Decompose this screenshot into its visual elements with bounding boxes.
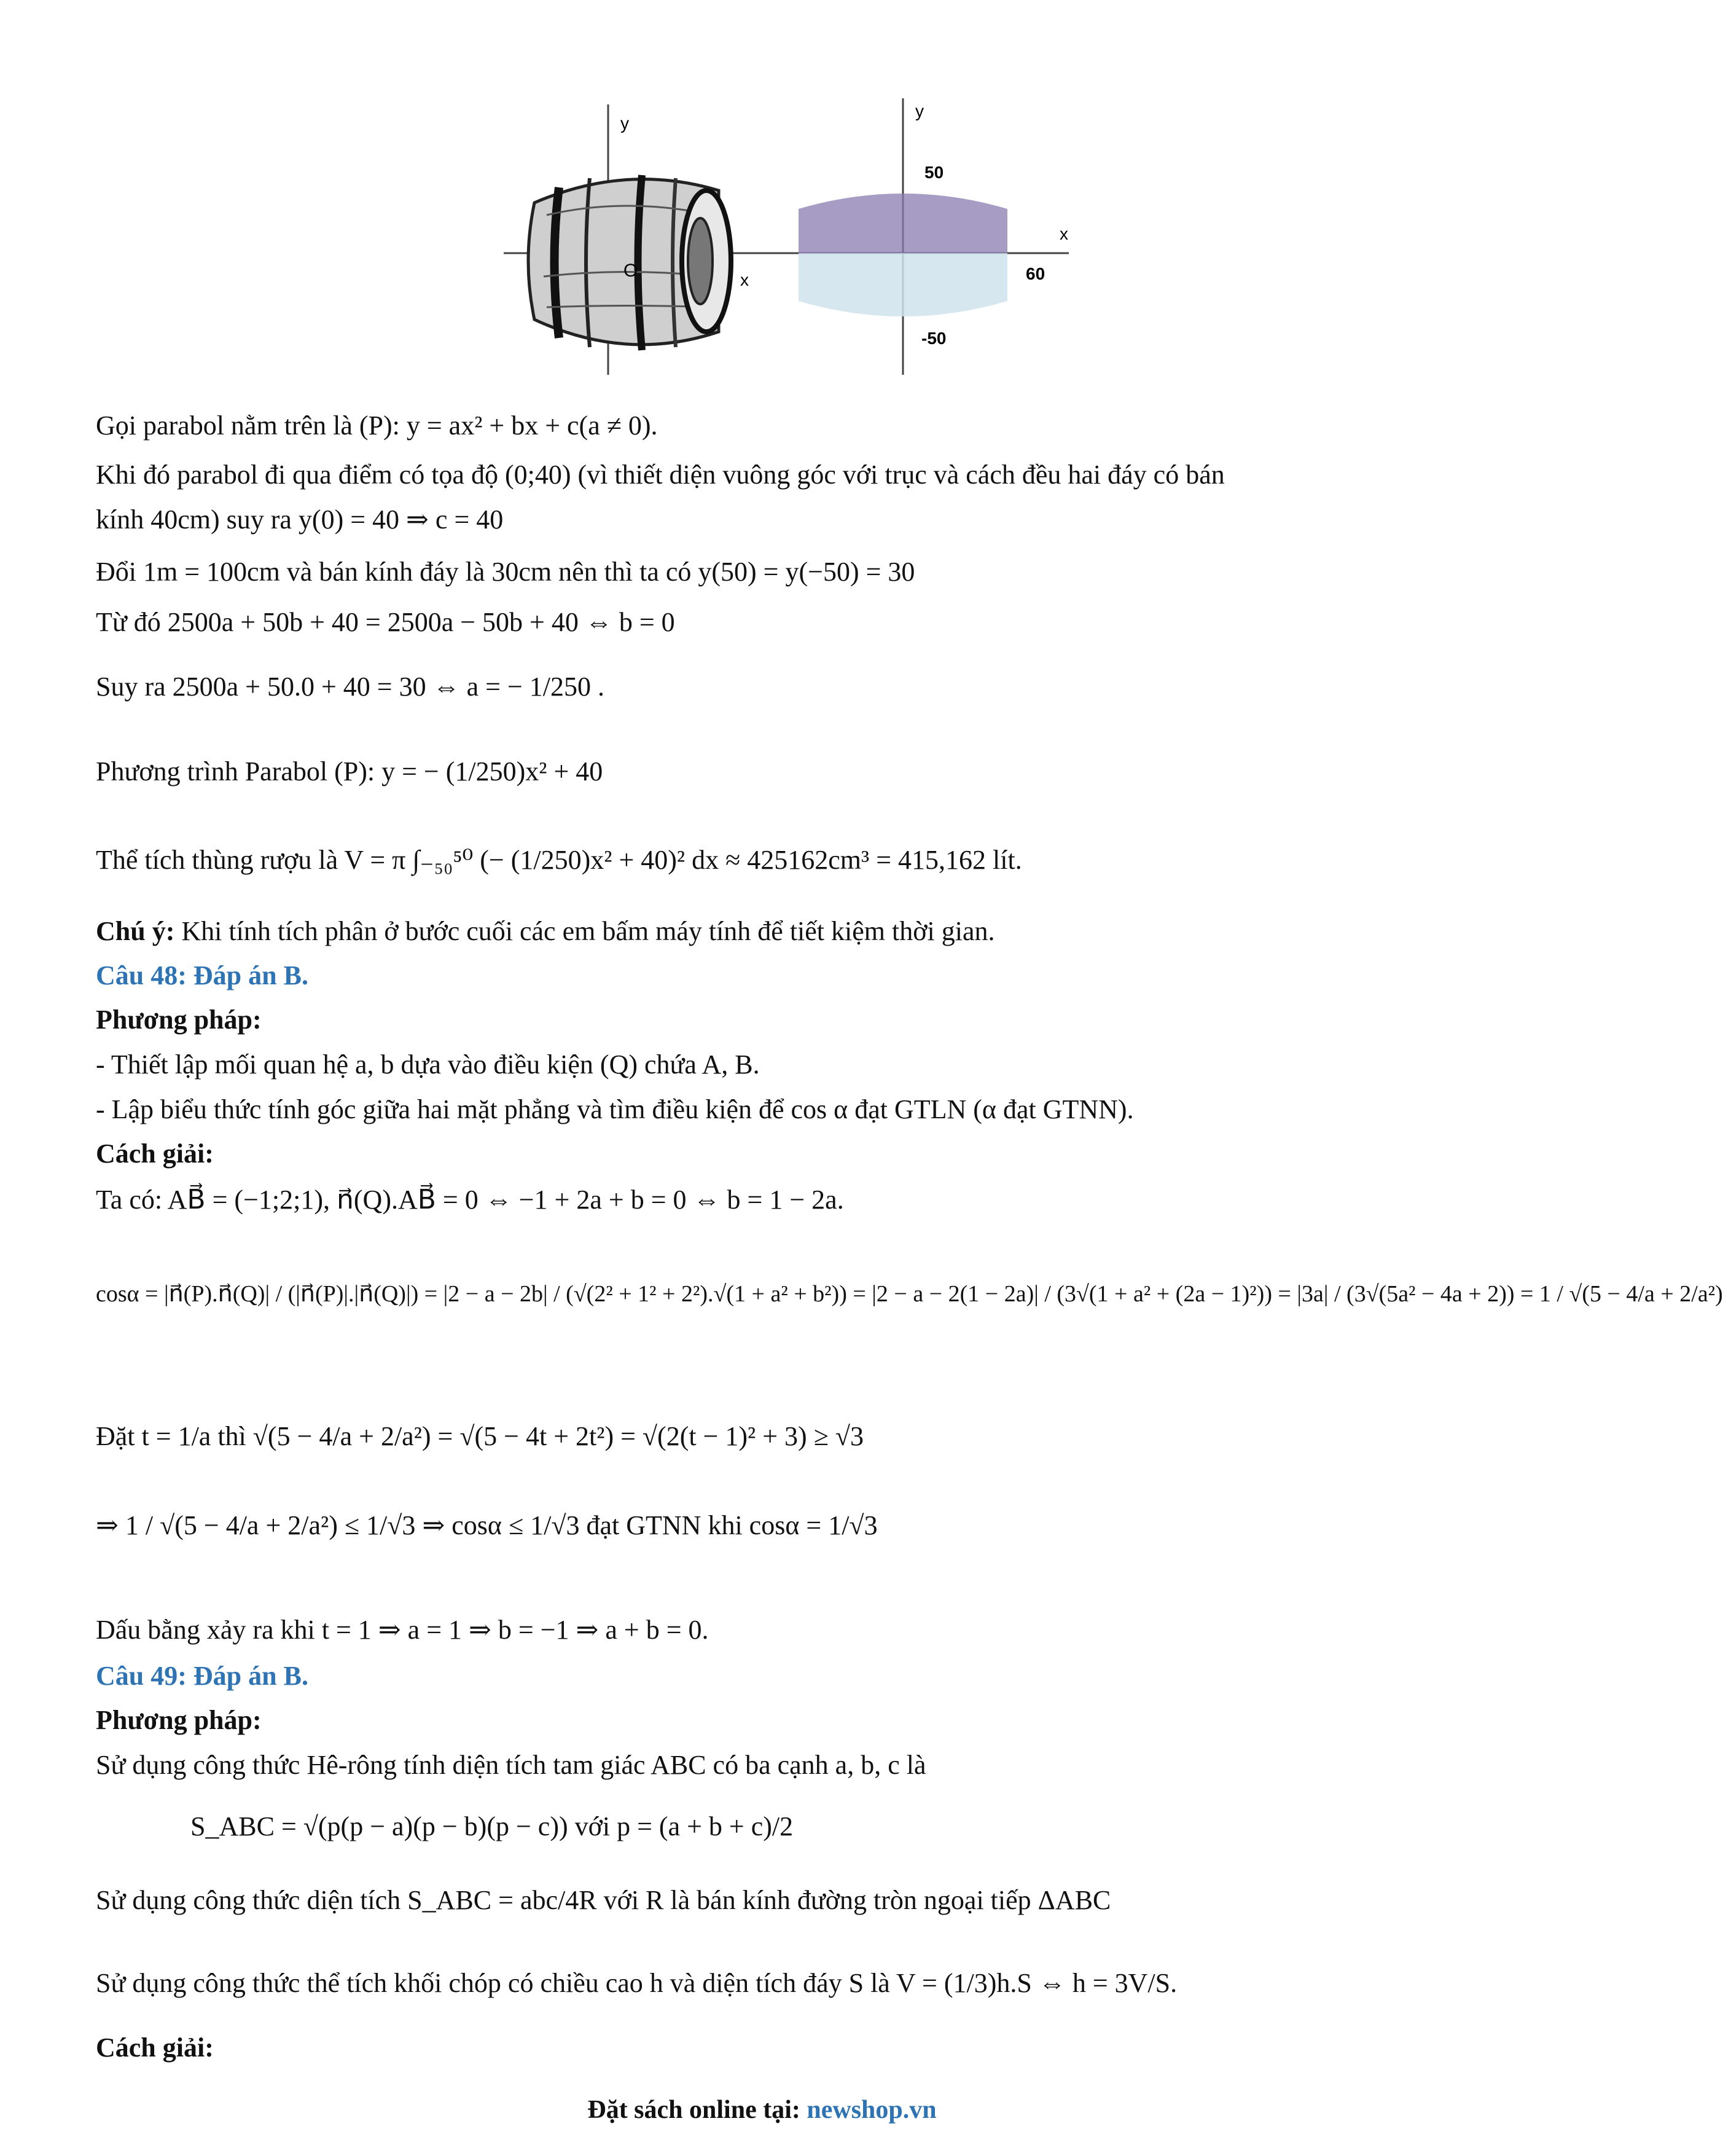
text-line-5: Từ đó 2500a + 50b + 40 = 2500a − 50b + 40 ⇔ b = 0 [96,607,675,637]
note-label: Chú ý: [96,916,175,946]
upper-shaded-region [799,194,1007,253]
barrel-figure [491,92,1093,381]
graph-label-50: 50 [924,163,944,182]
text-line-14: Đặt t = 1/a thì √(5 − 4/a + 2/a²) = √(5 − 4t + 2t²) = √(2(t − 1)² + 3) ≥ √3 [96,1421,864,1451]
question-49-heading: Câu 49: Đáp án B. [96,1661,308,1691]
text-line-4: Đổi 1m = 100cm và bán kính đáy là 30cm nên thì ta có y(50) = y(−50) = 30 [96,557,915,587]
graph-x-label: x [1060,224,1068,243]
footer [0,2095,1524,2125]
text-line-8: Thể tích thùng rượu là V = π ∫₋₅₀⁵⁰ (− (1/250)x² + 40)² dx ≈ 425162cm³ = 415,162 lít. [96,845,1022,875]
text-line-6: Suy ra 2500a + 50.0 + 40 = 30 ⇔ a = − 1/250 . [96,672,605,702]
note-line [96,914,994,949]
text-line-1: Gọi parabol nằm trên là (P): y = ax² + bx + c(a ≠ 0). [96,410,658,441]
text-line-19: Sử dụng công thức diện tích S_ABC = abc/4R với R là bán kính đường tròn ngoại tiếp ΔABC [96,1885,1111,1915]
barrel-y-label: y [620,114,629,133]
text-line-7: Phương trình Parabol (P): y = − (1/250)x² + 40 [96,756,603,786]
solution-48-heading: Cách giải: [96,1139,214,1169]
text-line-11: - Lập biểu thức tính góc giữa hai mặt phẳng và tìm điều kiện để cos α đạt GTLN (α đạt GTNN). [96,1094,1134,1124]
question-48-heading: Câu 48: Đáp án B. [96,960,308,990]
text-line-3: kính 40cm) suy ra y(0) = 40 ⇒ c = 40 [96,504,504,535]
text-line-10: - Thiết lập mối quan hệ a, b dựa vào điều kiện (Q) chứa A, B. [96,1049,760,1080]
footer-label: Đặt sách online tại: [587,2096,807,2124]
method-49-heading: Phương pháp: [96,1705,262,1735]
barrel-origin-label: O [623,261,638,281]
graph-label-60: 60 [1026,264,1045,283]
text-line-20: Sử dụng công thức thể tích khối chóp có chiều cao h và diện tích đáy S là V = (1/3)h.S ⇔ h = 3V/S. [96,1968,1178,1998]
note-text: Khi tính tích phân ở bước cuối các em bấm máy tính để tiết kiệm thời gian. [174,916,995,946]
text-line-2: Khi đó parabol đi qua điểm có tọa độ (0;40) (vì thiết diện vuông góc với trục và cách đều hai đáy có bán [96,460,1225,490]
footer-site-link[interactable]: newshop.vn [807,2096,937,2124]
solution-49-heading: Cách giải: [96,2033,214,2063]
graph-y-label: y [915,101,924,120]
text-line-12: Ta có: AB⃗ = (−1;2;1), n⃗(Q).AB⃗ = 0 ⇔ −1 + 2a + b = 0 ⇔ b = 1 − 2a. [96,1185,844,1215]
text-line-13: cosα = |n⃗(P).n⃗(Q)| / (|n⃗(P)|.|n⃗(Q)|) = |2 − a − 2b| / (√(2² + 1² + 2²).√(1 + a² + b²)) = |2 − a − 2(1 − 2a)| / (3√(1 + a² + (2a − 1)²)) = |3a| / (3√(5a² − 4a + 2)) = 1 / √(5 − 4/a + 2/a²) [96,1281,1723,1307]
method-48-heading: Phương pháp: [96,1005,262,1035]
text-line-16: Dấu bằng xảy ra khi t = 1 ⇒ a = 1 ⇒ b = −1 ⇒ a + b = 0. [96,1615,709,1645]
text-line-15: ⇒ 1 / √(5 − 4/a + 2/a²) ≤ 1/√3 ⇒ cosα ≤ 1/√3 đạt GTNN khi cosα = 1/√3 [96,1510,878,1540]
barrel-x-label: x [740,270,749,289]
graph-label-minus-50: -50 [921,329,947,348]
lower-shaded-region [799,253,1007,316]
text-line-18: S_ABC = √(p(p − a)(p − b)(p − c)) với p = (a + b + c)/2 [190,1811,794,1841]
text-line-17: Sử dụng công thức Hê-rông tính diện tích tam giác ABC có ba cạnh a, b, c là [96,1750,926,1780]
